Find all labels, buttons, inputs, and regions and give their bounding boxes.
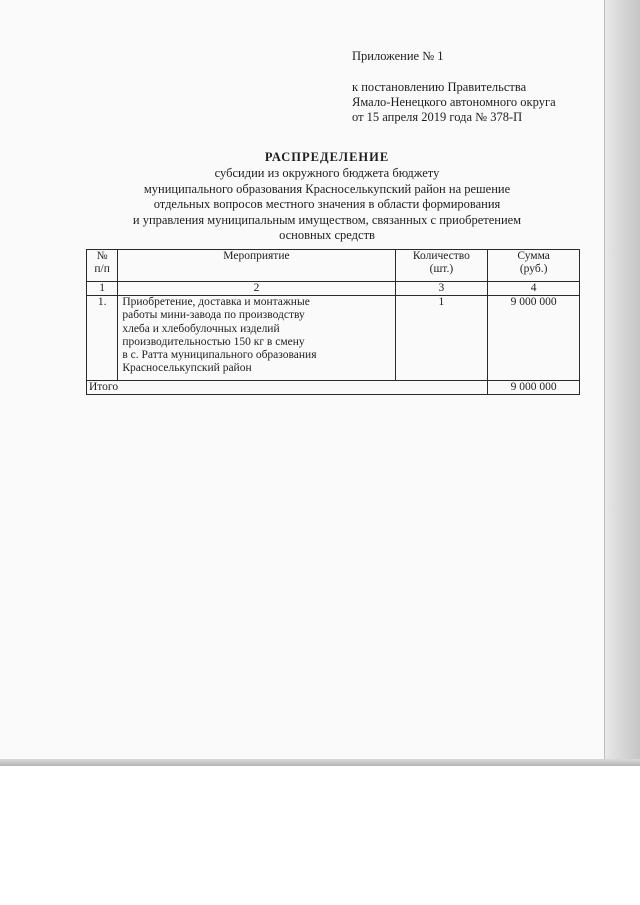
index-cell: 3	[395, 282, 488, 296]
row-activity: Приобретение, доставка и монтажные работы мини-завода по производству хлеба и хлебобулочных изделий производительностью 150 кг в смену в с. Ратта муниципального образования Красноселькупский район	[118, 296, 395, 381]
scan-bottom-edge	[0, 759, 640, 766]
header-sum: Сумма (руб.)	[488, 250, 580, 282]
table-total-row	[87, 381, 580, 395]
index-cell: 4	[488, 282, 580, 296]
table-index-row	[87, 282, 580, 296]
distribution-table	[86, 249, 580, 395]
header-quantity: Количество (шт.)	[395, 250, 488, 282]
table-header-row	[87, 250, 580, 282]
document-subtitle	[60, 166, 594, 244]
header-number: № п/п	[87, 250, 118, 282]
total-sum: 9 000 000	[488, 381, 580, 395]
total-label: Итого	[87, 381, 488, 395]
header-activity: Мероприятие	[118, 250, 395, 282]
row-quantity: 1	[395, 296, 488, 381]
subtitle-line: отдельных вопросов местного значения в области формирования	[153, 197, 501, 212]
annex-resolution-line: к постановлению Правительства	[352, 80, 527, 94]
subtitle-line: и управления муниципальным имуществом, связанных с приобретением	[132, 212, 522, 227]
scan-right-edge	[604, 0, 640, 766]
row-number: 1.	[87, 296, 118, 381]
annex-government-line: Ямало-Ненецкого автономного округа	[352, 95, 556, 109]
subtitle-line: основных средств	[279, 228, 375, 243]
annex-date-line: от 15 апреля 2019 года № 378-П	[352, 110, 523, 124]
subtitle-line: муниципального образования Красноселькупский район на решение	[143, 181, 511, 196]
index-cell: 2	[118, 282, 395, 296]
table-row	[87, 296, 580, 381]
subtitle-line: субсидии из окружного бюджета бюджету	[214, 166, 440, 180]
annex-number: Приложение № 1	[352, 49, 444, 63]
row-sum: 9 000 000	[488, 296, 580, 381]
index-cell: 1	[87, 282, 118, 296]
document-title: РАСПРЕДЕЛЕНИЕ	[264, 150, 390, 164]
